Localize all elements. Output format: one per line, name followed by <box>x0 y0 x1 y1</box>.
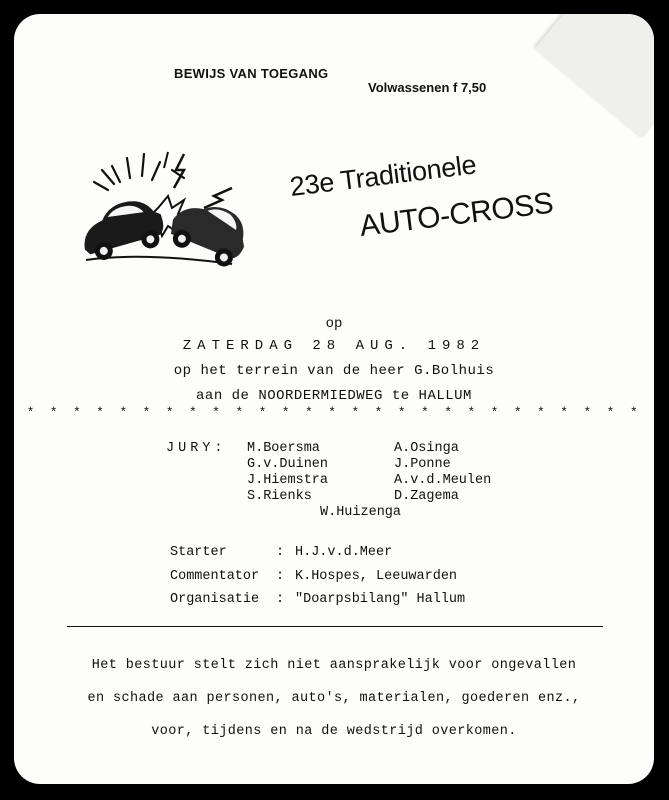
disclaimer-line1: Het bestuur stelt zich niet aansprakelijk voor ongevallen <box>91 658 577 673</box>
jury-member: G.v.Duinen <box>247 457 329 472</box>
price-label: Volwassenen f 7,50 <box>368 80 487 95</box>
jury-member: J.Ponne <box>394 457 451 472</box>
admission-title: BEWIJS VAN TOEGANG <box>174 66 329 81</box>
credit-role-organisatie: Organisatie <box>170 592 260 607</box>
venue-line2: aan de NOORDERMIEDWEG te HALLUM <box>196 388 472 404</box>
disclaimer-line2: en schade aan personen, auto's, materialen, goederen enz., <box>87 691 581 706</box>
credit-separator: : <box>276 592 285 607</box>
event-title-line2: AUTO-CROSS <box>357 186 555 244</box>
credit-value-organisatie: "Doarpsbilang" Hallum <box>295 592 466 607</box>
crashing-cars-icon <box>72 148 252 268</box>
event-date: ZATERDAG 28 AUG. 1982 <box>182 338 486 354</box>
jury-member: S.Rienks <box>247 489 312 504</box>
jury-member: A.Osinga <box>394 441 459 456</box>
jury-member: A.v.d.Meulen <box>394 473 492 488</box>
jury-member: J.Hiemstra <box>247 473 329 488</box>
date-preposition: op <box>325 316 343 332</box>
divider-line <box>67 626 603 627</box>
admission-ticket <box>14 14 654 784</box>
venue-line1: op het terrein van de heer G.Bolhuis <box>173 363 495 379</box>
credit-value-commentator: K.Hospes, Leeuwarden <box>295 569 458 584</box>
credit-separator: : <box>276 545 285 560</box>
credit-value-starter: H.J.v.d.Meer <box>295 545 393 560</box>
jury-member: D.Zagema <box>394 489 459 504</box>
jury-label: JURY: <box>166 441 227 456</box>
jury-member: M.Boersma <box>247 441 320 456</box>
event-title-line1: 23e Traditionele <box>288 149 478 203</box>
credit-separator: : <box>276 569 285 584</box>
credit-role-starter: Starter <box>170 545 227 560</box>
disclaimer-line3: voor, tijdens en na de wedstrijd overkomen. <box>151 724 517 739</box>
jury-member: W.Huizenga <box>320 505 402 520</box>
credit-role-commentator: Commentator <box>170 569 260 584</box>
torn-corner <box>535 14 654 138</box>
star-separator: * * * * * * * * * * * * * * * * * * * * * * * * * * * <box>26 405 642 420</box>
